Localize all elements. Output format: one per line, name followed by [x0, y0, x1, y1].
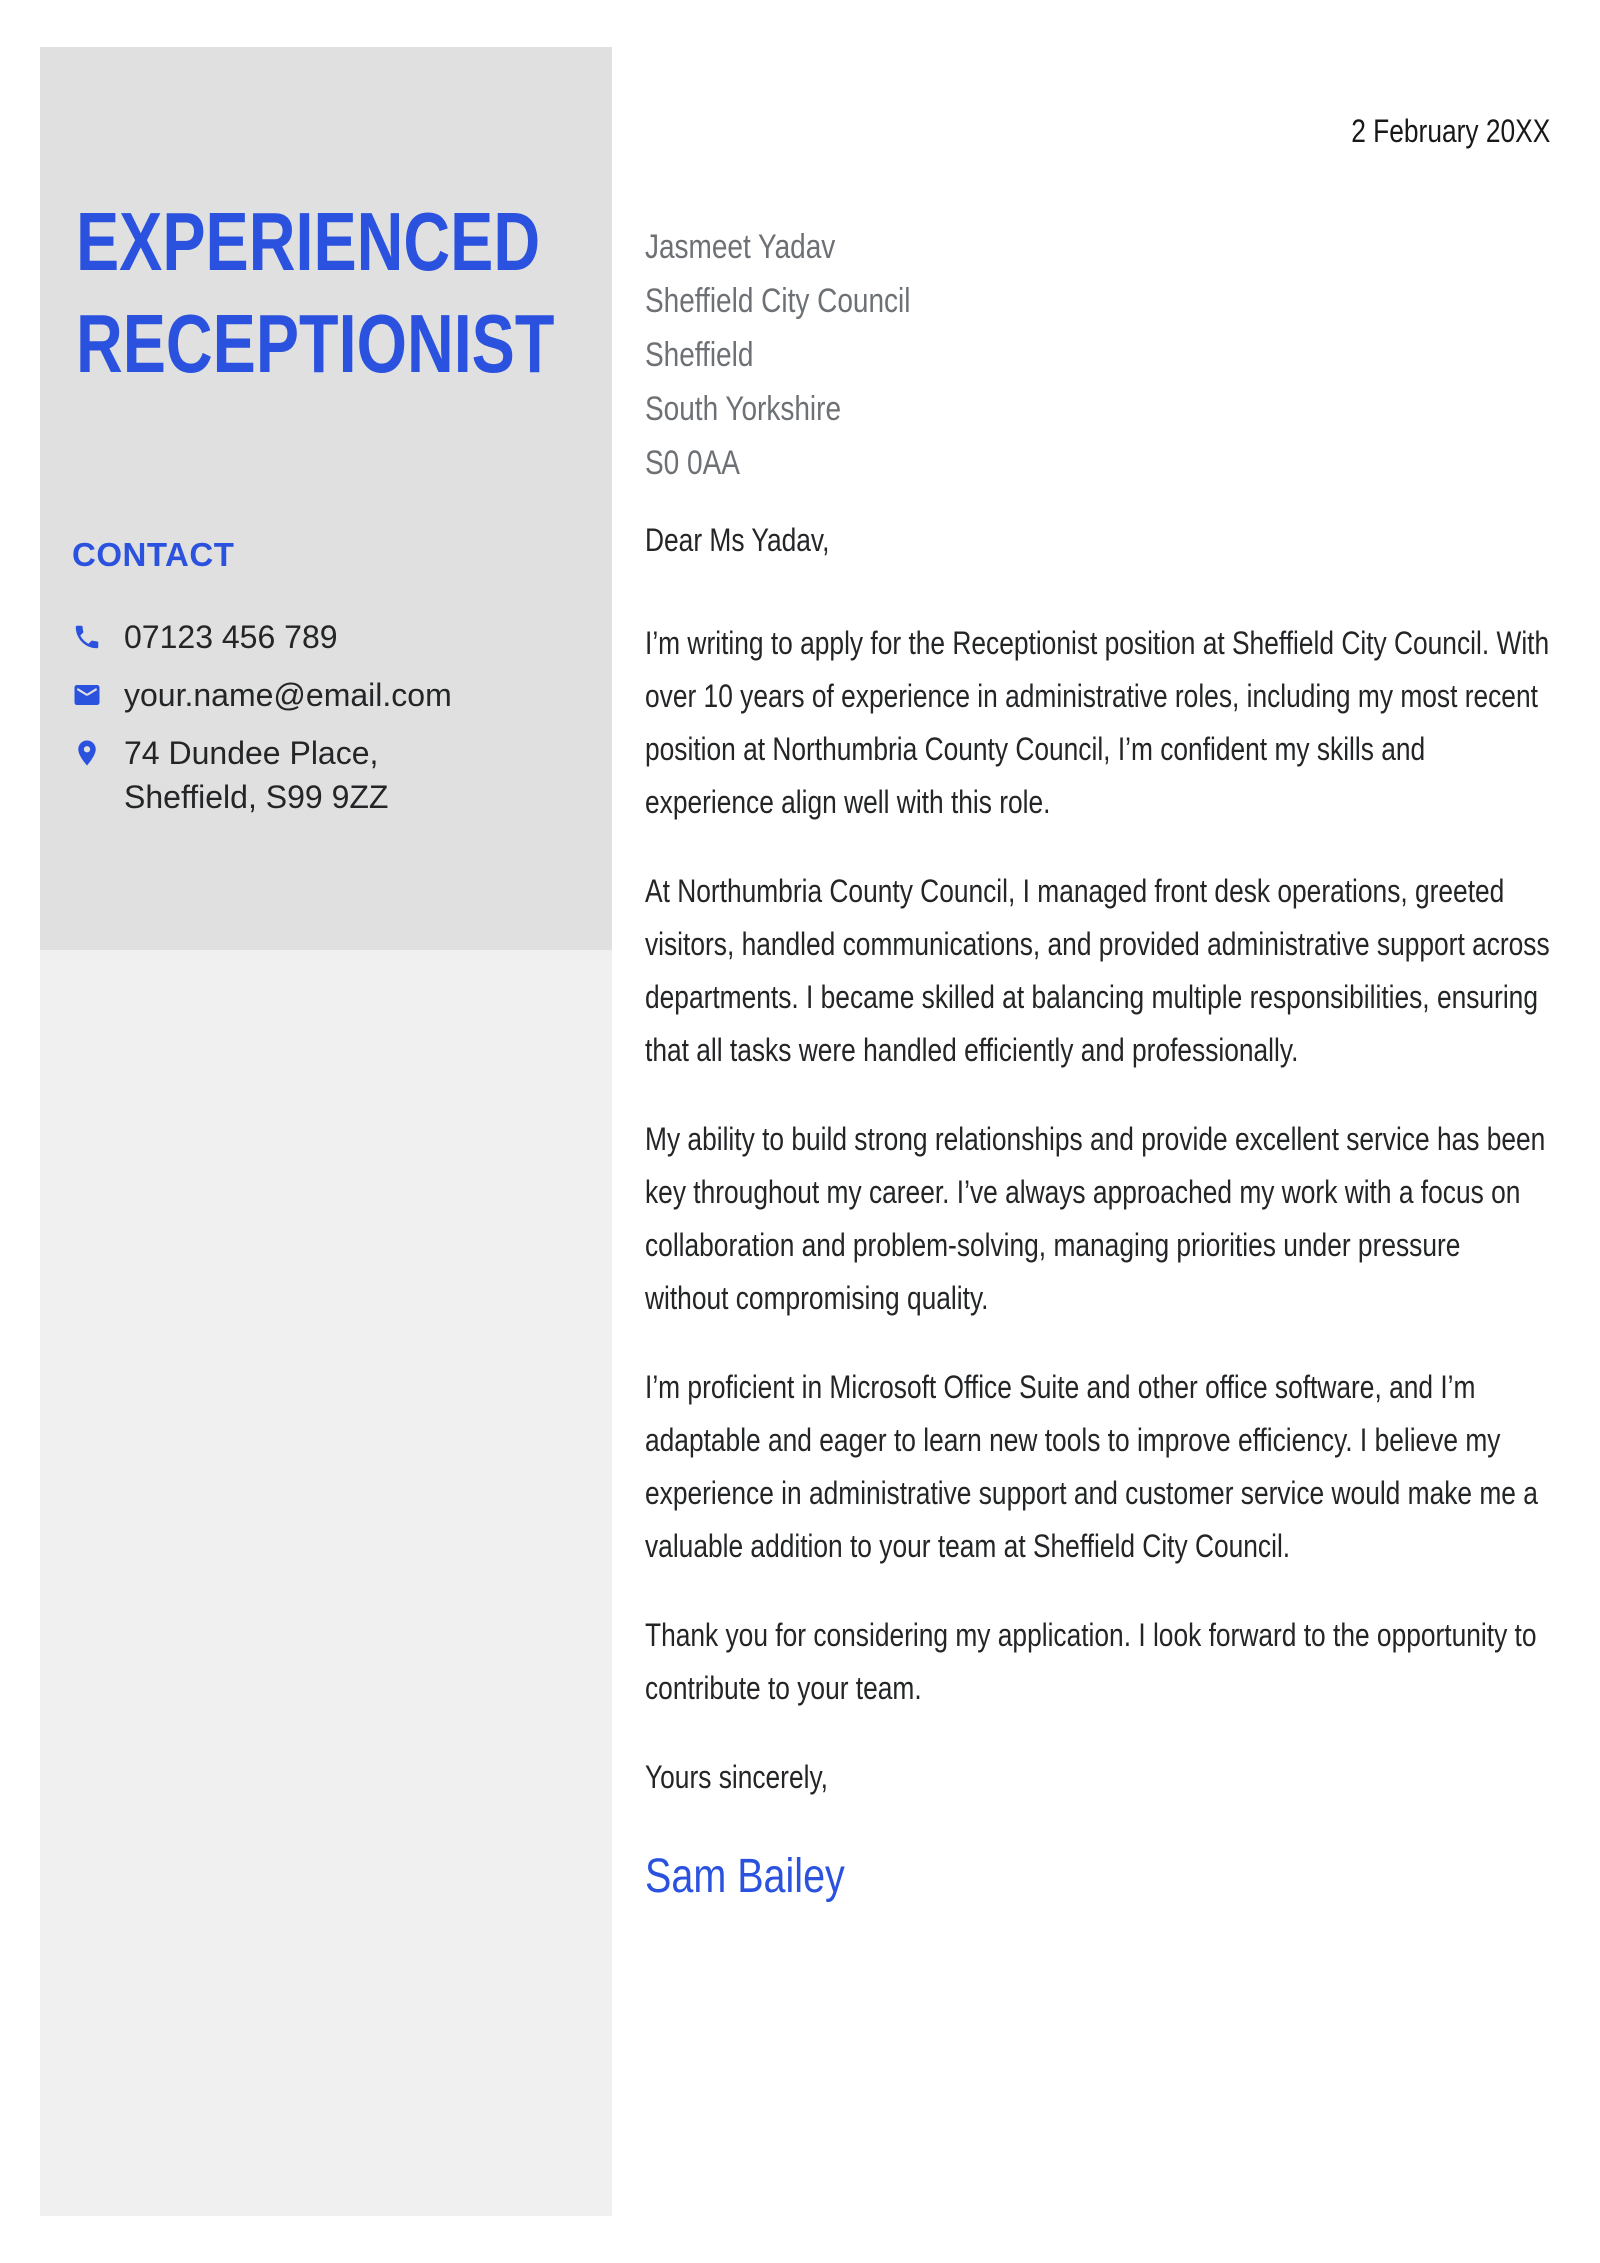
contact-phone-value: 07123 456 789 — [124, 619, 338, 655]
recipient-line: South Yorkshire — [645, 390, 842, 428]
salutation: Dear Ms Yadav, — [645, 522, 830, 558]
signature-name: Sam Bailey — [645, 1850, 845, 1903]
contact-address-value — [124, 731, 388, 819]
recipient-line: S0 0AA — [645, 444, 740, 482]
contact-row-email — [72, 673, 572, 717]
body-paragraph: I’m proficient in Microsoft Office Suite and other office software, and I’m adaptable and eager to learn new tools to improve efficiency. I believe my experience in administrative support and customer service would make me a valuable addition to your team at Sheffield City Council. — [645, 1369, 1538, 1564]
recipient-address — [645, 220, 1550, 490]
recipient-line: Sheffield — [645, 336, 754, 374]
closing: Yours sincerely, — [645, 1759, 828, 1795]
page-title — [76, 191, 554, 395]
contact-address-line2: Sheffield, S99 9ZZ — [124, 779, 389, 815]
letter-column — [645, 105, 1550, 1941]
contact-email-value: your.name@email.com — [124, 677, 452, 713]
email-icon — [72, 680, 102, 710]
body-paragraph: At Northumbria County Council, I managed front desk operations, greeted visitors, handled communications, and provided administrative support across departments. I became skilled at balancing multiple responsibilities, ensuring that all tasks were handled efficiently and professionally. — [645, 873, 1550, 1068]
contact-heading: CONTACT — [72, 536, 235, 573]
letter-date: 2 February 20XX — [1351, 113, 1551, 149]
contact-row-address — [72, 731, 572, 819]
sidebar-lower-panel — [40, 950, 612, 2216]
page-title-line1: EXPERIENCED — [76, 195, 541, 288]
recipient-line: Jasmeet Yadav — [645, 228, 836, 266]
sidebar-header-panel — [40, 47, 612, 950]
contact-row-phone — [72, 615, 572, 659]
body-paragraph: I’m writing to apply for the Receptionist position at Sheffield City Council. With over 10 years of experience in administrative roles, including my most recent position at Northumbria County Council, I’m confident my skills and experience align well with this role. — [645, 625, 1550, 820]
contact-address-line1: 74 Dundee Place, — [124, 735, 379, 771]
page-title-line2: RECEPTIONIST — [76, 297, 555, 390]
recipient-line: Sheffield City Council — [645, 282, 911, 320]
contact-list — [72, 615, 572, 833]
phone-icon — [72, 622, 102, 652]
location-icon — [72, 738, 102, 768]
body-paragraph: My ability to build strong relationships and provide excellent service has been key throughout my career. I’ve always approached my work with a focus on collaboration and problem-solving, managing priorities under pressure without compromising quality. — [645, 1121, 1546, 1316]
body-paragraph: Thank you for considering my application. I look forward to the opportunity to contribute to your team. — [645, 1617, 1537, 1706]
